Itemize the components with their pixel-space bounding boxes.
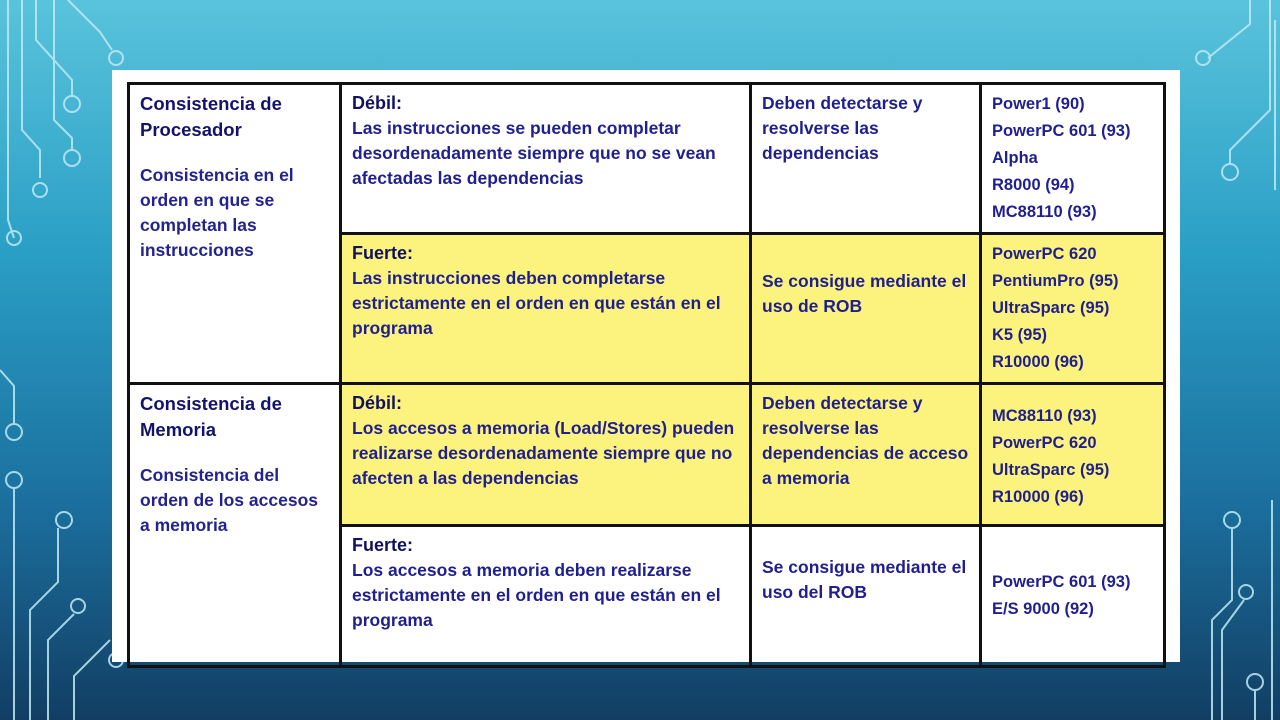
memory-strong-cell xyxy=(341,526,751,667)
memory-weak-processors xyxy=(981,384,1165,526)
processor-weak-meaning: Deben detectarse y resolverse las dependencias xyxy=(751,84,981,234)
list-item: UltraSparc (95) xyxy=(992,461,1110,479)
memory-title: Consistencia de Memoria xyxy=(140,393,282,440)
list-item: MC88110 (93) xyxy=(992,203,1097,221)
list-item: E/S 9000 (92) xyxy=(992,600,1094,618)
list-item: PentiumPro (95) xyxy=(992,272,1119,290)
list-item: Power1 (90) xyxy=(992,95,1085,113)
processor-weak-text: Las instrucciones se pueden completar desordenadamente siempre que no se vean afectadas las dependencias xyxy=(352,118,716,188)
processor-strong-processors xyxy=(981,234,1165,384)
processor-category-cell xyxy=(129,84,341,384)
processor-title: Consistencia de Procesador xyxy=(140,93,282,140)
list-item: UltraSparc (95) xyxy=(992,299,1110,317)
table-row xyxy=(129,384,1165,526)
processor-strong-meaning: Se consigue mediante el uso de ROB xyxy=(751,234,981,384)
processor-weak-label: Débil: xyxy=(352,93,403,113)
memory-weak-meaning: Deben detectarse y resolverse las dependencias de acceso a memoria xyxy=(751,384,981,526)
list-item: R8000 (94) xyxy=(992,176,1075,194)
list-item: R10000 (96) xyxy=(992,488,1084,506)
processor-weak-cell xyxy=(341,84,751,234)
memory-strong-text: Los accesos a memoria deben realizarse estrictamente en el orden en que están en el programa xyxy=(352,560,721,630)
processor-strong-cell xyxy=(341,234,751,384)
list-item: PowerPC 601 (93) xyxy=(992,122,1131,140)
list-item: PowerPC 601 (93) xyxy=(992,573,1131,591)
memory-category-cell xyxy=(129,384,341,667)
consistency-table xyxy=(127,82,1166,668)
table-row xyxy=(129,84,1165,234)
memory-strong-meaning: Se consigue mediante el uso del ROB xyxy=(751,526,981,667)
memory-strong-label: Fuerte: xyxy=(352,535,414,555)
processor-strong-text: Las instrucciones deben completarse estrictamente en el orden en que están en el programa xyxy=(352,268,721,338)
table-panel xyxy=(112,70,1180,662)
memory-description: Consistencia del orden de los accesos a memoria xyxy=(140,465,318,535)
list-item: Alpha xyxy=(992,149,1038,167)
list-item: K5 (95) xyxy=(992,326,1048,344)
memory-weak-cell xyxy=(341,384,751,526)
memory-weak-label: Débil: xyxy=(352,393,403,413)
list-item: R10000 (96) xyxy=(992,353,1084,371)
processor-strong-label: Fuerte: xyxy=(352,243,414,263)
memory-weak-text: Los accesos a memoria (Load/Stores) pueden realizarse desordenadamente siempre que no afecten a las dependencias xyxy=(352,418,735,488)
memory-strong-processors xyxy=(981,526,1165,667)
list-item: PowerPC 620 xyxy=(992,245,1097,263)
processor-weak-processors xyxy=(981,84,1165,234)
processor-description: Consistencia en el orden en que se completan las instrucciones xyxy=(140,165,294,260)
list-item: PowerPC 620 xyxy=(992,434,1097,452)
list-item: MC88110 (93) xyxy=(992,407,1097,425)
